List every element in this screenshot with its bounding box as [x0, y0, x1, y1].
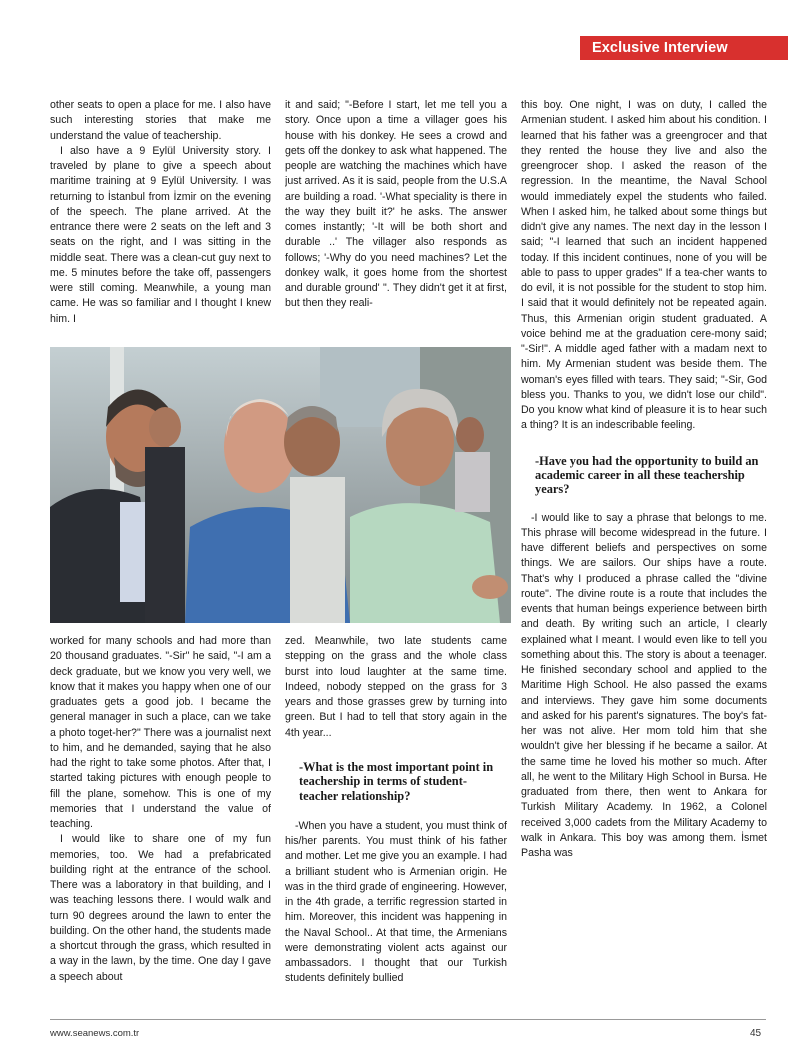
- column-1-bottom: [50, 634, 271, 1010]
- column-2-bottom: [285, 634, 507, 1010]
- paragraph: it and said; "-Before I start, let me tell you a story. Once upon a time a villager goes his house with his donkey. He sees a crowd and gets off the donkey to ask what happened. The people are watching the machines which have just arrived. As it is said, people from the U.S.A are building a road. '-What speciality is there in the way they built it?' he asks. The answer comes instantly; '-It will be both short and durable ..' The villager also responds as follows; '-Why do you need machines? Let the donkey walk, it goes home from the shortest and durable ground' ". They didn't get it at first, but then they reali-: [285, 99, 507, 310]
- paragraph: other seats to open a place for me. I also have such interesting stories that make me understand the value of teachership.: [50, 99, 271, 142]
- interview-question: -What is the most important point in teachership in terms of student-teacher relationship?: [299, 759, 494, 803]
- paragraph: I also have a 9 Eylül University story. I traveled by plane to give a speech about maritime training at 9 Eylül University. I was returning to İstanbul from İzmir on the evening of the speech. The plane arrived. At the entrance there were 2 seats on the left and 3 seats on the right, and I was sitting in the middle seat. There was a clean-cut guy next to me. 5 minutes before the take off, passengers were still coming. Meanwhile, a young man came. He was so familiar and I thought I knew him. I: [50, 144, 271, 325]
- paragraph: -I would like to say a phrase that belongs to me. This phrase will become widespread in the future. I have different beliefs and perspectives on some things. We are sailors. Our ships have a route. That's why I produced a phrase called the "divine route". The divine route is a route that includes the events that human beings experience between birth and death. By writing such an article, I clearly explained what I meant. I would even like to tell you something about this. The story is about a teenager. He finished secondary school and applied to the Maritime High School. He also passed the exams and interviews. They gave him some documents and asked for his parent's signatures. The boy's fat-her was not alive. Her mom told him that she wouldn't give her blessing if he became a sailor. At the same time he loved his mother so much. After all, he went to the Military High School in Bursa. He graduated from there, then went to Ankara for Turkish Military Academy. In 1962, a Colonel received 3,000 cadets from the Military Academy to walk in Ankara. This boy was among them. İsmet Pasha was: [521, 511, 767, 860]
- paragraph: -When you have a student, you must think of his/her parents. You must think of his father and mother. Let me give you an example. I had a brilliant student who is Armenian origin. He was in the third grade of engineering. However, in the 4th grade, a terrific regression started in him. Moreover, this incident was happening in the Naval School.. At that time, the Armenians were demonstrating violent acts against our ambassadors. I thought that our Turkish students definitely bullied: [285, 819, 507, 985]
- page-number: 45: [750, 1028, 762, 1039]
- section-banner: Exclusive Interview: [580, 36, 788, 60]
- interview-question: -Have you had the opportunity to build an academic career in all these teachership years?: [535, 453, 759, 497]
- interview-photo: [50, 347, 511, 623]
- footer-website: www.seanews.com.tr: [50, 1028, 140, 1039]
- column-1-top: [50, 98, 271, 336]
- paragraph: this boy. One night, I was on duty, I called the Armenian student. I asked him about his condition. I learned that his father was a greengrocer and that they rented the house they live and also the greengrocer shop. I asked the reason of the regression. In the meantime, the Naval School would immediately expel the students who failed. When I asked him, he talked about some things but didn't give any names. The next day in the lesson I said; "-I learned that such an incident happened today. If this incident continues, none of you will be able to pass to upper grades" If a tea-cher wants to do evil, it is not possible for the student to stop him. I said that it would definitely not be repeated again. Thus, this Armenian origin student graduated. A voice behind me at the graduation cere-mony said; "-Sir!". A middle aged father with a madam next to him. My Armenian student was beside them. The woman's eyes filled with tears. They said; "-Sir, God bless you. Thanks to you, we didn't lose our child". Do you know what kind of pleasure it is to hear such a thing? It is an indescribable feeling.: [521, 99, 767, 432]
- paragraph: I would like to share one of my fun memories, too. We had a prefabricated building right at the entrance of the school. There was a laboratory in that building, and I was teaching lessons there. I would walk and turn 90 degrees around the lawn to enter the building. On the other hand, the students made a shortcut through the grass, which resulted in a way in the lawn, by the time. One day I gave a speech about: [50, 833, 271, 983]
- paragraph: zed. Meanwhile, two late students came stepping on the grass and the whole class burst into loud laughter at the same time. Indeed, nobody stepped on the grass for 3 years and those grasses grew by turning into green. But I had to tell that story again in the 4th year...: [285, 635, 507, 739]
- column-2-top: [285, 98, 507, 336]
- group-portrait-image: [50, 347, 511, 623]
- footer-divider: [50, 1019, 766, 1020]
- column-3: [521, 98, 767, 1010]
- paragraph: worked for many schools and had more than 20 thousand graduates. "-Sir" he said, "-I am a deck graduate, but we know you very well, we know that it makes you happy when one of our graduates gets a good job. I became the general manager in such a place, can we take a photo toget-her?" There was a journalist next to him, and he demanded, saying that he also had the right to take some photos. After that, I started taking pictures with enough people to fill the plane, somehow. This is one of my memories that I understand the value of teaching.: [50, 635, 271, 830]
